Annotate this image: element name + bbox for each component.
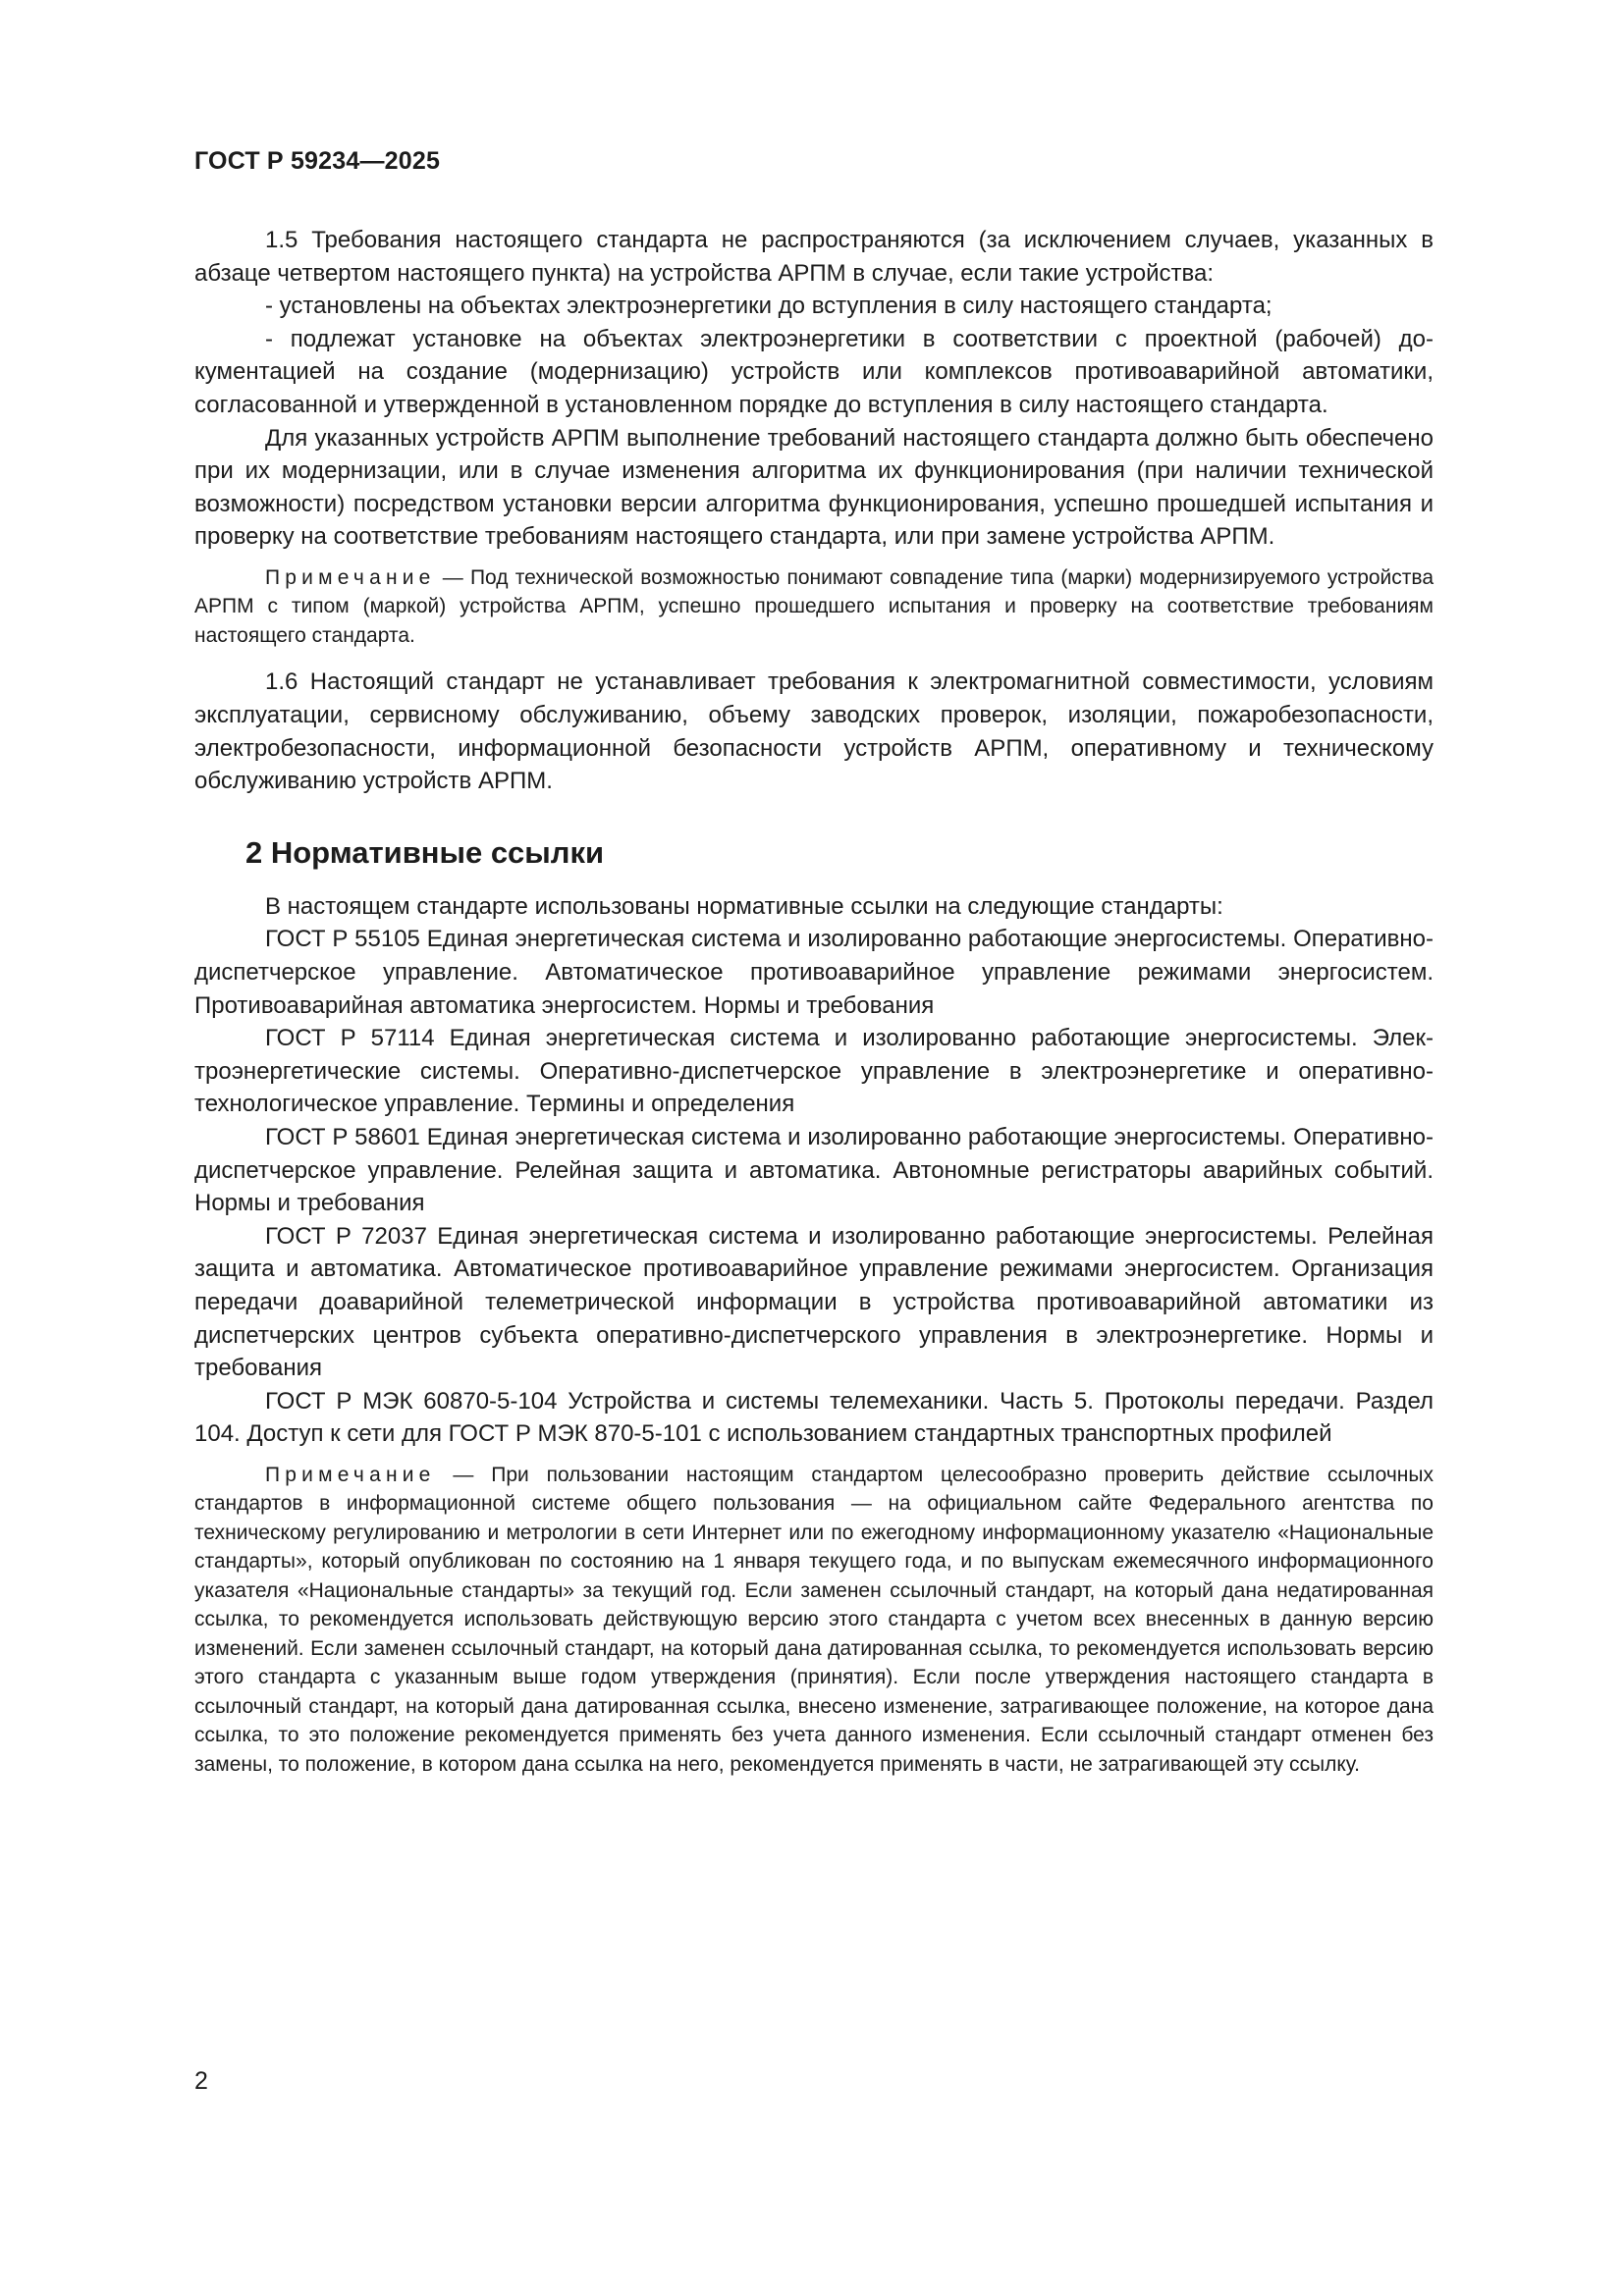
reference-gost-57114: ГОСТ Р 57114 Единая энергетическая система и изолированно работающие энергосистемы. Электроэнергетические системы. Оперативно-диспетчерское управление в электроэнергетике и оперативно-технологическое управление. Термины и определения (194, 1025, 1434, 1118)
reference-gost-iec-60870: ГОСТ Р МЭК 60870-5-104 Устройства и системы телемеханики. Часть 5. Протоколы передачи. Раздел 104. Доступ к сети для ГОСТ Р МЭК 870-5-101 с использованием стандартных транспортных профилей (194, 1387, 1434, 1448)
note-references (194, 1461, 1434, 1780)
section-2-intro: В настоящем стандарте использованы нормативные ссылки на следующие стандарты: (265, 892, 1223, 920)
reference-gost-58601: ГОСТ Р 58601 Единая энергетическая система и изолированно работающие энергосистемы. Оперативно-диспетчерское управление. Релейная защита и автоматика. Автономные регистраторы аварийных событий. Нормы и требования (194, 1123, 1434, 1217)
note-dash: — (435, 565, 470, 589)
clause-1-6: 1.6 Настоящий стандарт не устанавливает требования к электромагнитной совместимости, условиям эксплуатации, сервисному обслуживанию, объему заводских проверок, изоляции, пожаробезопасности, электробезопасности, информационной безопасности устройств АРПМ, оперативному и техническому обслуживанию устройств АРПМ. (194, 668, 1434, 795)
note-technical-possibility (194, 563, 1434, 651)
page-number: 2 (194, 2067, 208, 2095)
reference-gost-72037: ГОСТ Р 72037 Единая энергетическая система и изолированно работающие энергосистемы. Релейная защита и автоматика. Автоматическое противоаварийное управление режимами энергосистем. Организация передачи доаварийной телеметрической информации в устройства противоаварийной автоматики из диспетчерских центров субъекта оперативно-диспетчерского управления в электроэнергетике. Нормы и требования (194, 1222, 1434, 1382)
note-label: Примечание (265, 565, 436, 589)
paragraph-devices-modernization: Для указанных устройств АРПМ выполнение требований настоящего стандарта должно быть обеспечено при их модернизации, или в случае изменения алгоритма их функционирования (при наличии технической возможности) посредством установки версии алгоритма функционирования, успешно прошедшей испытания и проверку на соответствие требованиям настоящего стандарта, или при замене устройства АРПМ. (194, 424, 1434, 551)
note-dash: — (435, 1463, 492, 1486)
standard-code-header: ГОСТ Р 59234—2025 (194, 147, 441, 175)
clause-1-5: 1.5 Требования настоящего стандарта не распространяются (за исключением случаев, указанных в абзаце четвертом настоящего пункта) на устройства АРПМ в случае, если такие устройства: (194, 227, 1434, 287)
section-2-title: 2 Нормативные ссылки (245, 834, 605, 870)
note-text: При пользовании настоящим стандартом целесообразно проверить действие ссылочных стандартов в информационной системе общего пользования — на официальном сайте Федерального агентства по техническому регулированию и метрологии в сети Интернет или по ежегодному информационному указателю «Национальные стандарты», который опубликован по состоянию на 1 января текущего года, и по выпускам ежемесячного информационного указателя «Национальные стандарты» за текущий год. Если заменен ссылочный стандарт, на который дана недатированная ссылка, то рекомендуется использовать действующую версию этого стандарта с учетом всех внесенных в данную версию изменений. Если заменен ссылочный стандарт, на который дана датированная ссылка, то рекомендуется использовать версию этого стандарта с указанным выше годом утверждения (принятия). Если после утверждения настоящего стандарта в ссылочный стандарт, на который дана датированная ссылка, внесено изменение, затрагивающее положение, на которое дана ссылка, то это положение рекомендуется применять без учета данного изменения. Если ссылочный стандарт отменен без замены, то положение, в котором дана ссылка на него, рекомендуется применять в части, не затрагивающей эту ссылку. (194, 1463, 1434, 1776)
note-label: Примечание (265, 1463, 436, 1486)
note-text: Под технической возможностью понимают совпадение типа (марки) модернизируемого устройства АРПМ с типом (маркой) устройства АРПМ, успешно прошедшего испытания и проверку на соответствие требованиям настоящего стандарта. (194, 565, 1435, 647)
list-item-to-be-installed: - подлежат установке на объектах электроэнергетики в соответствии с проектной (рабочей) документацией на создание (модернизацию) устройств или комплексов противоаварийной автоматики, согласованной и утвержденной в установленном порядке до вступления в силу настоящего стандарта. (194, 325, 1434, 418)
list-item-installed: - установлены на объектах электроэнергетики до вступления в силу настоящего стандарта; (265, 293, 1272, 320)
page-content (194, 224, 1434, 1779)
reference-gost-55105: ГОСТ Р 55105 Единая энергетическая система и изолированно работающие энергосистемы. Оперативно-диспетчерское управление. Автоматическое противоаварийное управление режимами энергосистем. Противоаварийная автоматика энергосистем. Нормы и требования (194, 926, 1434, 1019)
